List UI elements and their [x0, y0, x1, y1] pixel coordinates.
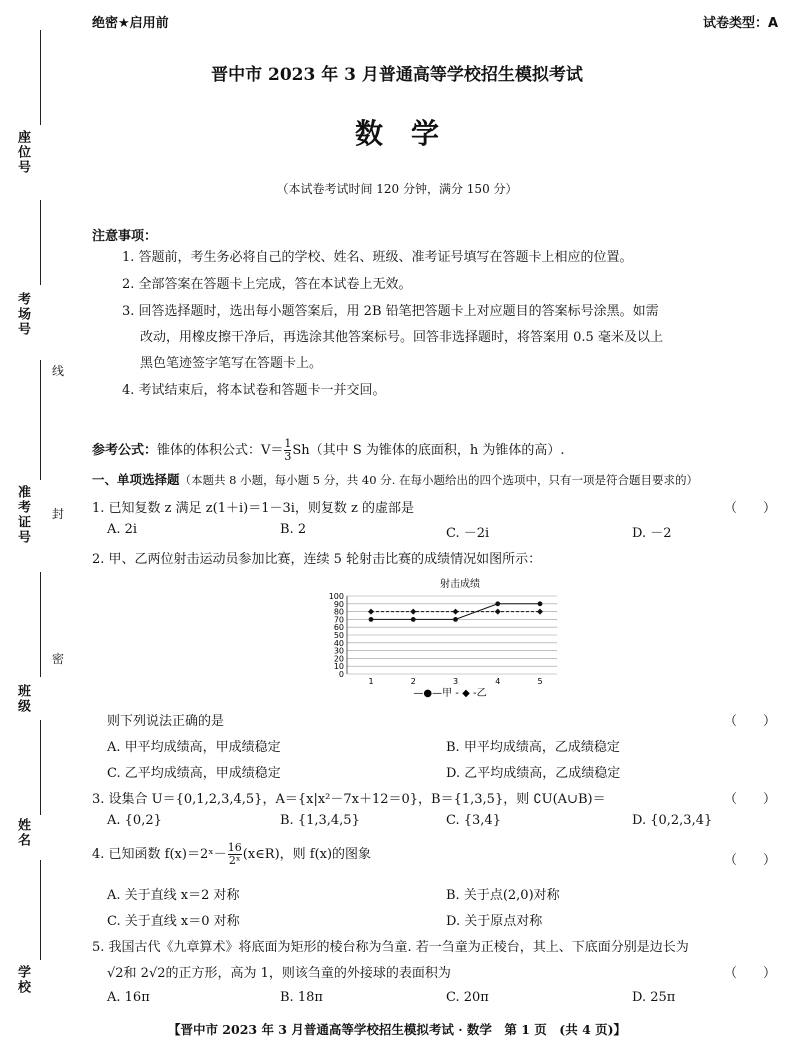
series-point-1: [453, 617, 458, 622]
q1-option-d: D. －2: [632, 526, 672, 541]
paper-type: 试卷类型：A: [702, 16, 778, 31]
q1-option-a: A. 2i: [107, 522, 138, 537]
section-heading: [92, 470, 698, 488]
y-tick-label: 10: [333, 662, 344, 672]
x-tick-label: 3: [452, 677, 459, 686]
note-item: 1. 答题前，考生务必将自己的学校、姓名、班级、准考证号填写在答题卡上相应的位置。: [122, 250, 633, 265]
q3-option-d: D. {0,2,3,4}: [632, 813, 713, 828]
q4-option-b: B. 关于点(2,0)对称: [446, 888, 560, 903]
answer-paren: （ ）: [723, 714, 776, 729]
chart-y-ticks: [329, 592, 344, 679]
y-tick-label: 60: [333, 623, 344, 633]
binding-line: [40, 572, 41, 677]
binding-label-class: 班级: [15, 684, 30, 714]
score-chart: [325, 572, 565, 702]
q5-option-a: A. 16π: [107, 990, 150, 1005]
y-tick-label: 70: [333, 615, 344, 625]
x-tick-label: 5: [537, 677, 543, 686]
q1-option-c: C. －2i: [446, 526, 490, 541]
series-point-1: [369, 617, 374, 622]
note-item: 改动，用橡皮擦干净后，再选涂其他答案标号。回答非选择题时，将答案用 0.5 毫米及以上: [140, 330, 663, 345]
y-tick-label: 100: [328, 592, 344, 601]
reference-formula: [92, 438, 565, 463]
note-item: 2. 全部答案在答题卡上完成，答在本试卷上无效。: [122, 277, 412, 292]
chart-grid: [347, 596, 557, 674]
note-item: 黑色笔迹签字笔写在答题卡上。: [140, 356, 323, 371]
series-point-2: [495, 609, 501, 615]
answer-paren: （ ）: [723, 501, 776, 516]
y-tick-label: 40: [333, 638, 344, 648]
chart-legend: —●—甲 - ◆ -乙: [413, 688, 487, 699]
q4-stem-a: 4. 已知函数 f(x)＝2ˣ－: [92, 847, 227, 862]
binding-line: [40, 360, 41, 480]
q5-option-b: B. 18π: [280, 990, 323, 1005]
q1-option-b: B. 2: [280, 522, 307, 537]
formula-text-b: Sh（其中 S 为锥体的底面积，h 为锥体的高）.: [292, 443, 565, 458]
q2-ask: 则下列说法正确的是: [107, 714, 225, 729]
chart-x-ticks: [368, 677, 542, 686]
q2-option-d: D. 乙平均成绩高，乙成绩稳定: [446, 766, 621, 781]
series-point-2: [410, 609, 416, 615]
series-point-2: [537, 609, 543, 615]
formula-text-a: 锥体的体积公式：V＝: [157, 443, 284, 458]
notes-title: 注意事项：: [92, 229, 158, 244]
fraction-denominator: 2ˣ: [228, 854, 241, 867]
series-point-2: [453, 609, 459, 615]
q4-fraction: [228, 842, 242, 867]
q2-option-b: B. 甲平均成绩高，乙成绩稳定: [446, 740, 620, 755]
y-tick-label: 20: [333, 654, 344, 664]
time-note: （本试卷考试时间 120 分钟，满分 150 分）: [276, 182, 518, 196]
exam-title: 晋中市 2023 年 3 月普通高等学校招生模拟考试: [211, 65, 583, 85]
answer-paren: （ ）: [723, 853, 776, 868]
q4-stem-b: (x∈R)，则 f(x)的图象: [242, 847, 372, 862]
subject-title: 数 学: [354, 117, 439, 150]
series-point-1: [495, 601, 500, 606]
series-point-2: [368, 609, 374, 615]
q3-option-a: A. {0,2}: [107, 813, 162, 828]
y-tick-label: 50: [333, 631, 344, 640]
binding-label-room: 考场号: [15, 292, 30, 337]
x-tick-label: 2: [410, 677, 416, 686]
q5-option-c: C. 20π: [446, 990, 489, 1005]
binding-label-name: 姓名: [15, 818, 30, 848]
x-tick-label: 4: [495, 677, 501, 686]
q5-option-d: D. 25π: [632, 990, 676, 1005]
q2-stem: 2. 甲、乙两位射击运动员参加比赛，连续 5 轮射击比赛的成绩情况如图所示：: [92, 552, 542, 567]
y-tick-label: 90: [333, 599, 344, 609]
binding-line: [40, 860, 41, 960]
chart-title: 射击成绩: [440, 579, 480, 590]
fraction-numerator: 1: [284, 437, 292, 450]
cut-mark: 线: [52, 364, 65, 378]
y-tick-label: 0: [338, 670, 344, 679]
cut-mark: 密: [52, 652, 65, 666]
q5-stem-line1: 5. 我国古代《九章算术》将底面为矩形的棱台称为刍童. 若一刍童为正棱台，其上、下底面分别是边长为: [92, 940, 689, 955]
answer-paren: （ ）: [723, 966, 776, 981]
series-point-1: [538, 601, 543, 606]
binding-label-ticket: 准考证号: [15, 485, 30, 545]
section-title: 一、单项选择题: [92, 472, 180, 487]
series-point-1: [411, 617, 416, 622]
q3-option-c: C. {3,4}: [446, 813, 501, 828]
q2-option-c: C. 乙平均成绩高，甲成绩稳定: [107, 766, 281, 781]
binding-label-school: 学校: [15, 965, 30, 995]
formula-fraction: [284, 438, 291, 463]
q4-option-d: D. 关于原点对称: [446, 914, 543, 929]
fraction-numerator: 16: [227, 841, 242, 854]
q3-option-b: B. {1,3,4,5}: [280, 813, 360, 828]
q4-option-a: A. 关于直线 x＝2 对称: [107, 888, 240, 903]
page-footer: 【晋中市 2023 年 3 月普通高等学校招生模拟考试 · 数学 第 1 页 (共 4 页)】: [167, 1022, 627, 1037]
q5-stem-line2: √2和 2√2的正方形，高为 1，则该刍童的外接球的表面积为: [107, 966, 451, 981]
q1-stem: 1. 已知复数 z 满足 z(1＋i)＝1－3i，则复数 z 的虚部是: [92, 501, 415, 516]
y-tick-label: 80: [333, 607, 344, 617]
q4-option-c: C. 关于直线 x＝0 对称: [107, 914, 240, 929]
q3-stem: 3. 设集合 U＝{0,1,2,3,4,5}，A＝{x|x²－7x＋12＝0}，B＝{1,3,5}，则 ∁U(A∪B)＝: [92, 792, 606, 807]
fraction-denominator: 3: [284, 450, 292, 463]
cut-mark: 封: [52, 507, 65, 521]
q4-stem: [92, 842, 371, 867]
binding-line: [40, 200, 41, 285]
confidential-mark: 绝密★启用前: [92, 16, 169, 31]
formula-label: 参考公式：: [92, 443, 158, 458]
section-desc: （本题共 8 小题，每小题 5 分，共 40 分. 在每小题给出的四个选项中，只有一项是符合题目要求的）: [179, 473, 699, 487]
answer-paren: （ ）: [723, 792, 776, 807]
binding-label-seat: 座位号: [15, 130, 30, 175]
y-tick-label: 30: [333, 646, 344, 656]
note-item: 3. 回答选择题时，选出每小题答案后，用 2B 铅笔把答题卡上对应题目的答案标号涂黑。如需: [122, 304, 659, 319]
x-tick-label: 1: [368, 677, 374, 686]
note-item: 4. 考试结束后，将本试卷和答题卡一并交回。: [122, 383, 386, 398]
binding-line: [40, 720, 41, 815]
q2-option-a: A. 甲平均成绩高，甲成绩稳定: [107, 740, 281, 755]
